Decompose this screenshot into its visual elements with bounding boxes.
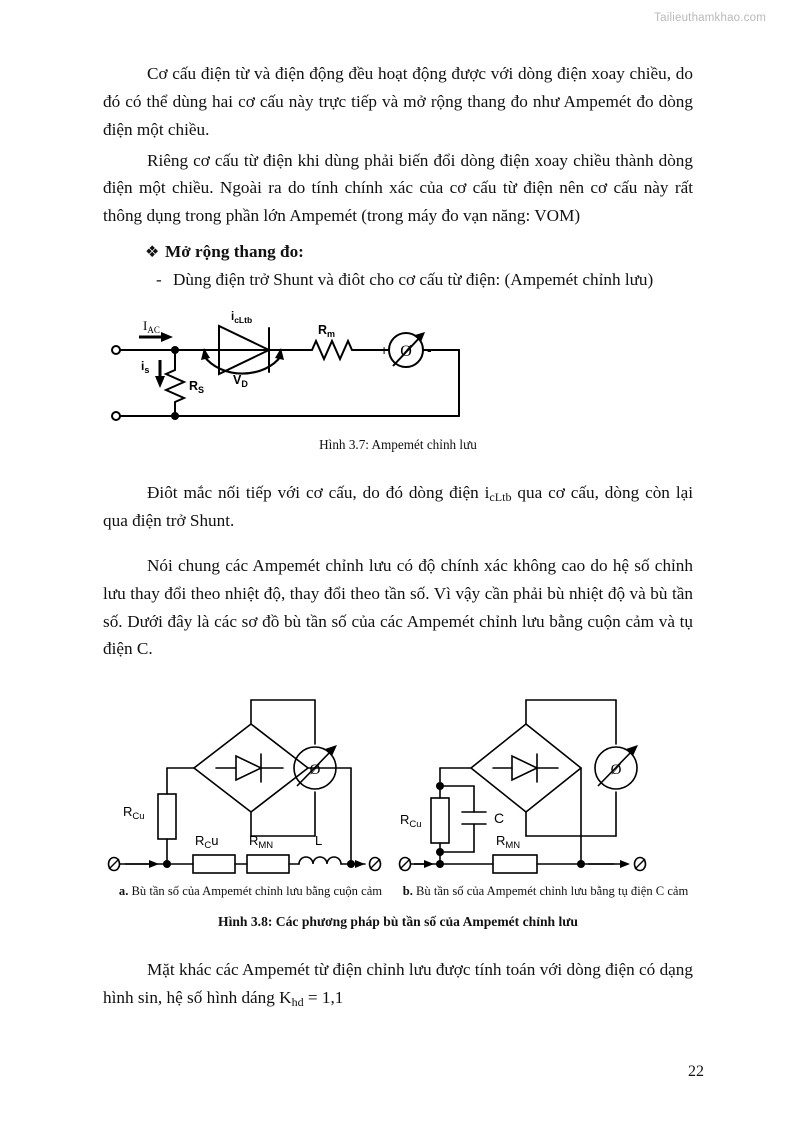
terminal-left — [109, 858, 120, 871]
dash-bullet-icon: - — [156, 270, 162, 290]
figure-3-8a-caption — [103, 883, 398, 900]
bullet-heading — [103, 242, 693, 262]
meter-glyph-left: Ø — [309, 762, 321, 779]
dash-item — [103, 270, 693, 290]
label-rcu-vertical: $R_{Cu}$ — [123, 804, 145, 823]
node-dot-right — [347, 860, 355, 868]
node-dot-cap-bottom — [436, 848, 444, 856]
terminal-right-b — [635, 858, 646, 871]
paragraph-1: Cơ cấu điện từ và điện động đều hoạt động được với dòng điện xoay chiều, do đó có thể dùng hai cơ cấu này trực tiếp và mở rộng thang đo như Ampemét đo dòng điện một chiều. — [103, 64, 693, 139]
label-inductor: L — [315, 833, 323, 849]
node-dot-top — [171, 346, 179, 354]
figure-3-8a-text: Bù tần số của Ampemét chỉnh lưu bằng cuộn cảm — [131, 884, 383, 899]
meter-glyph-right: Ø — [610, 762, 622, 779]
figure-3-8b-caption — [398, 883, 693, 900]
figure-3-8 — [103, 686, 693, 900]
label-meter-minus: - — [427, 342, 432, 359]
terminal-top-left — [112, 346, 120, 354]
node-dot-right-b — [577, 860, 585, 868]
figure-3-8b-tag: b. — [402, 884, 413, 899]
figure-3-7 — [103, 308, 693, 433]
paragraph-3-text-a: Điôt mắc nối tiếp với cơ cấu, do đó dòng điện i — [147, 483, 490, 503]
paragraph-3-subscript: cLtb — [489, 490, 512, 505]
label-rs: $R_S$ — [189, 379, 205, 396]
node-dot-cap-top — [436, 782, 444, 790]
paragraph-4: Nói chung các Ampemét chỉnh lưu có độ chính xác không cao do hệ số chỉnh lưu thay đổi theo nhiệt độ, thay đổi theo tần số. Vì vậy cần phải bù nhiệt độ và bù tần số. Dưới đây là các sơ đồ bù tần số của các Ampemét chỉnh lưu bằng cuộn cảm và tụ điện C. — [103, 555, 693, 659]
meter-glyph: Ø — [400, 343, 412, 361]
label-capacitor: C — [494, 810, 505, 827]
label-meter-plus: + — [380, 342, 389, 359]
label-rmn-right: $R_{MN}$ — [496, 833, 521, 852]
figure-3-8-right — [398, 686, 693, 900]
terminal-bottom-left — [112, 412, 120, 420]
figure-3-8a-circuit — [103, 686, 393, 881]
label-vd: $V_D$ — [233, 373, 248, 390]
paragraph-5-text-b: = 1,1 — [303, 988, 344, 1008]
paragraph-2: Riêng cơ cấu từ điện khi dùng phải biến đổi dòng điện xoay chiều thành dòng điện một chiều. Ngoài ra do tính chính xác của cơ cấu từ điện nên cơ cấu này rất thông dụng trong phần lớn Ampemét (trong máy đo vạn năng: VOM) — [103, 150, 693, 226]
label-rcu-horizontal: $R_Cu$ — [195, 833, 219, 852]
node-dot-left — [163, 860, 171, 868]
page-content — [103, 60, 693, 1015]
figure-3-8-left — [103, 686, 398, 900]
figure-3-8a-tag: a. — [118, 884, 129, 899]
diamond-bullet-icon: ❖ — [145, 242, 160, 262]
figure-3-8-main-caption: Hình 3.8: Các phương pháp bù tần số của Ampemét chỉnh lưu — [218, 914, 578, 930]
figure-3-8b-circuit — [398, 686, 663, 881]
bullet-heading-text: Mở rộng thang đo: — [165, 242, 304, 262]
label-is: $i_s$ — [141, 359, 150, 376]
paragraph-3 — [103, 479, 693, 535]
paragraph-5-subscript: hd — [291, 995, 304, 1010]
watermark-text: Tailieuthamkhao.com — [654, 12, 766, 24]
node-dot-bottom — [171, 412, 179, 420]
paragraph-5 — [103, 956, 693, 1012]
label-rcu-right: $R_{Cu}$ — [400, 812, 422, 831]
terminal-left-b — [400, 858, 411, 871]
figure-3-7-circuit — [103, 308, 483, 433]
terminal-right — [370, 858, 381, 871]
figure-3-7-caption: Hình 3.7: Ampemét chỉnh lưu — [319, 437, 477, 453]
paragraph-5-text-a: Mặt khác các Ampemét từ điện chỉnh lưu được tính toán với dòng điện có dạng hình sin, hệ số hình dáng K — [103, 960, 693, 1008]
node-dot-left-b — [436, 860, 444, 868]
figure-3-8b-text: Bù tần số của Ampemét chỉnh lưu bằng tụ điện C cảm — [416, 884, 689, 899]
dash-item-text: Dùng điện trở Shunt và điôt cho cơ cấu từ điện: (Ampemét chỉnh lưu) — [173, 270, 654, 290]
label-rmn-left: $R_{MN}$ — [249, 833, 274, 852]
label-iac: $I_{AC}$ — [143, 318, 160, 336]
page-number: 22 — [688, 1063, 704, 1080]
label-rm: $R_m$ — [318, 323, 336, 340]
paragraph-3-text-b: qua cơ cấu, dòng còn lại qua điện trở Shunt. — [103, 483, 693, 531]
label-ictb: $i_{cLtb}$ — [231, 311, 253, 326]
